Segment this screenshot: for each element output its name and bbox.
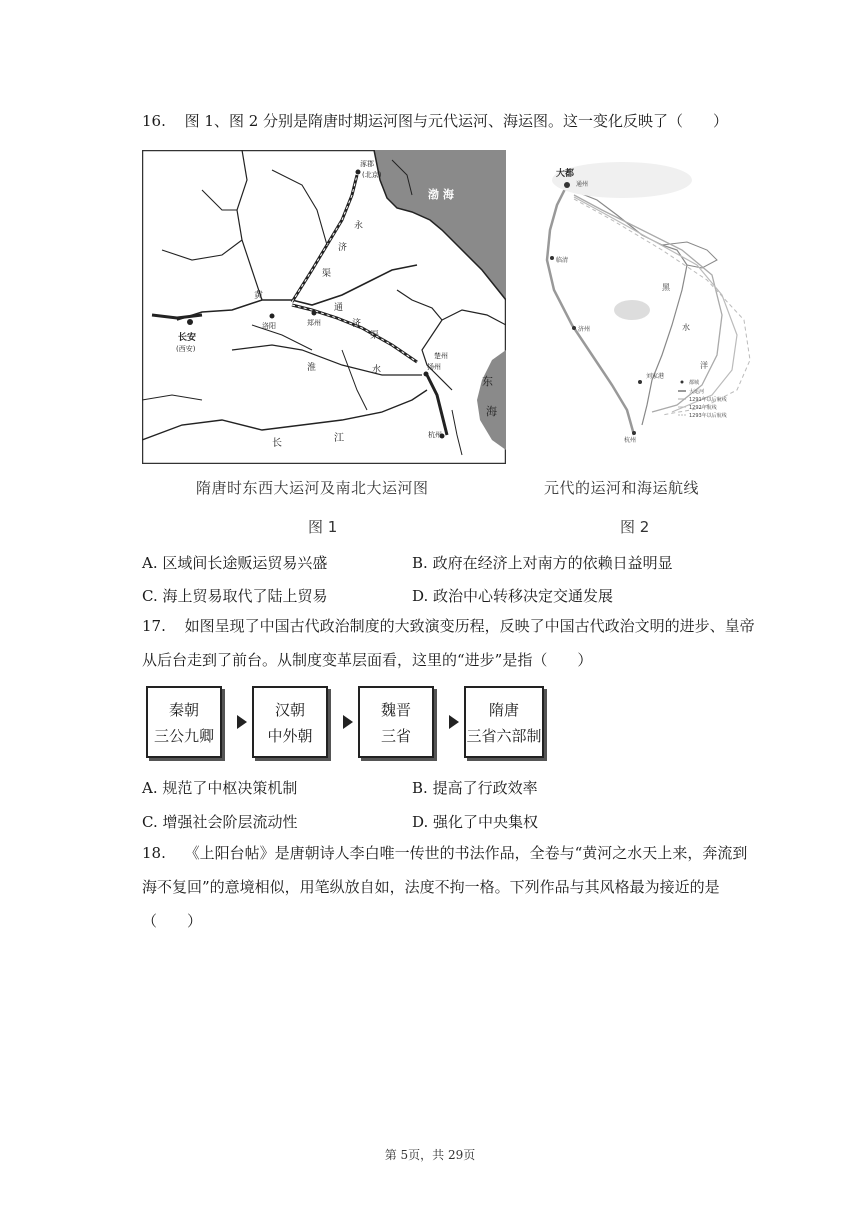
q17-stem-line2: 从后台走到了前台。从制度变革层面看，这里的“进步”是指（ ） bbox=[142, 651, 593, 669]
arrow-right-icon bbox=[343, 715, 353, 729]
svg-text:扬州: 扬州 bbox=[427, 363, 441, 371]
svg-text:杭州: 杭州 bbox=[624, 437, 637, 444]
svg-text:永: 永 bbox=[354, 221, 364, 231]
label-east: 东 bbox=[482, 375, 493, 388]
svg-text:1292年航线: 1292年航线 bbox=[689, 405, 717, 411]
svg-text:黑: 黑 bbox=[662, 283, 670, 292]
svg-text:楚州: 楚州 bbox=[434, 352, 448, 360]
svg-text:洋: 洋 bbox=[700, 361, 708, 370]
svg-text:淮: 淮 bbox=[307, 363, 317, 373]
svg-text:渠: 渠 bbox=[370, 331, 380, 341]
svg-text:临清: 临清 bbox=[556, 257, 569, 264]
q18-number: 18. bbox=[142, 844, 166, 862]
q17-option-c[interactable]: C. 增强社会阶层流动性 bbox=[142, 813, 298, 831]
arrow-right-icon bbox=[237, 715, 247, 729]
q16-option-b[interactable]: B. 政府在经济上对南方的依赖日益明显 bbox=[412, 554, 673, 572]
q17-number: 17. bbox=[142, 617, 166, 635]
q17-option-a[interactable]: A. 规范了中枢决策机制 bbox=[142, 779, 298, 797]
q17-option-d[interactable]: D. 强化了中央集权 bbox=[412, 813, 539, 831]
q17-option-b[interactable]: B. 提高了行政效率 bbox=[412, 779, 538, 797]
svg-text:黄: 黄 bbox=[254, 291, 264, 301]
q18-stem-line2: 海不复回”的意境相似，用笔纵放自如，法度不拘一格。下列作品与其风格最为接近的是 bbox=[142, 878, 720, 896]
svg-text:水: 水 bbox=[372, 365, 382, 375]
map-yuan-canal-sea-route bbox=[512, 150, 758, 444]
flow-box-han: 汉朝 中外朝 bbox=[252, 686, 328, 758]
svg-text:大运河: 大运河 bbox=[689, 389, 705, 395]
svg-text:1293年以后航线: 1293年以后航线 bbox=[689, 413, 727, 419]
svg-text:杭州: 杭州 bbox=[428, 431, 442, 439]
svg-text:1291年以后航线: 1291年以后航线 bbox=[689, 397, 727, 403]
svg-text:都城: 都城 bbox=[689, 380, 700, 386]
svg-text:海: 海 bbox=[486, 405, 497, 418]
label-bohai: 渤 海 bbox=[428, 188, 454, 201]
q17-stem-line1: 17. 如图呈现了中国古代政治制度的大致演变历程，反映了中国古代政治文明的进步、皇帝 bbox=[142, 617, 755, 635]
svg-text:(北京): (北京) bbox=[362, 171, 382, 179]
svg-text:江: 江 bbox=[334, 433, 344, 444]
svg-text:水: 水 bbox=[682, 323, 690, 332]
svg-text:济: 济 bbox=[352, 319, 362, 329]
map-sui-tang-canal bbox=[142, 150, 506, 464]
map1-figure-label: 图 1 bbox=[308, 518, 338, 536]
q18-stem-line3: （ ） bbox=[142, 912, 203, 930]
map1-caption: 隋唐时东西大运河及南北大运河图 bbox=[196, 479, 429, 497]
q16-option-d[interactable]: D. 政治中心转移决定交通发展 bbox=[412, 587, 614, 605]
svg-text:通州: 通州 bbox=[576, 181, 589, 188]
arrow-right-icon bbox=[449, 715, 459, 729]
map2-figure-label: 图 2 bbox=[620, 518, 650, 536]
svg-text:济: 济 bbox=[338, 243, 348, 253]
q16-text: 图 1、图 2 分别是隋唐时期运河图与元代运河、海运图。这一变化反映了（ ） bbox=[184, 112, 729, 130]
q16-option-c[interactable]: C. 海上贸易取代了陆上贸易 bbox=[142, 587, 328, 605]
q16-number: 16. bbox=[142, 112, 166, 130]
svg-text:济州: 济州 bbox=[578, 326, 591, 333]
map2-caption: 元代的运河和海运航线 bbox=[544, 479, 700, 497]
label-dadu: 大都 bbox=[556, 169, 575, 179]
page-number-footer: 第 5页，共 29页 bbox=[384, 1148, 476, 1162]
flow-box-weijin: 魏晋 三省 bbox=[358, 686, 434, 758]
svg-text:长: 长 bbox=[272, 438, 282, 449]
svg-text:涿郡: 涿郡 bbox=[360, 160, 374, 168]
q16-stem bbox=[142, 106, 728, 136]
flow-box-suitang: 隋唐 三省六部制 bbox=[464, 686, 544, 758]
svg-text:渠: 渠 bbox=[322, 269, 332, 279]
svg-text:郑州: 郑州 bbox=[307, 319, 321, 327]
q18-stem-line1: 18. 《上阳台帖》是唐朝诗人李白唯一传世的书法作品，全卷与“黄河之水天上来，奔流到 bbox=[142, 844, 748, 862]
svg-text:通: 通 bbox=[334, 303, 344, 313]
q16-option-a[interactable]: A. 区域间长途贩运贸易兴盛 bbox=[142, 554, 328, 572]
svg-text:(西安): (西安) bbox=[176, 345, 196, 353]
label-changan: 长安 bbox=[178, 333, 197, 343]
svg-text:刘家港: 刘家港 bbox=[646, 373, 665, 380]
svg-text:洛阳: 洛阳 bbox=[262, 322, 276, 330]
flow-box-qin: 秦朝 三公九卿 bbox=[146, 686, 222, 758]
